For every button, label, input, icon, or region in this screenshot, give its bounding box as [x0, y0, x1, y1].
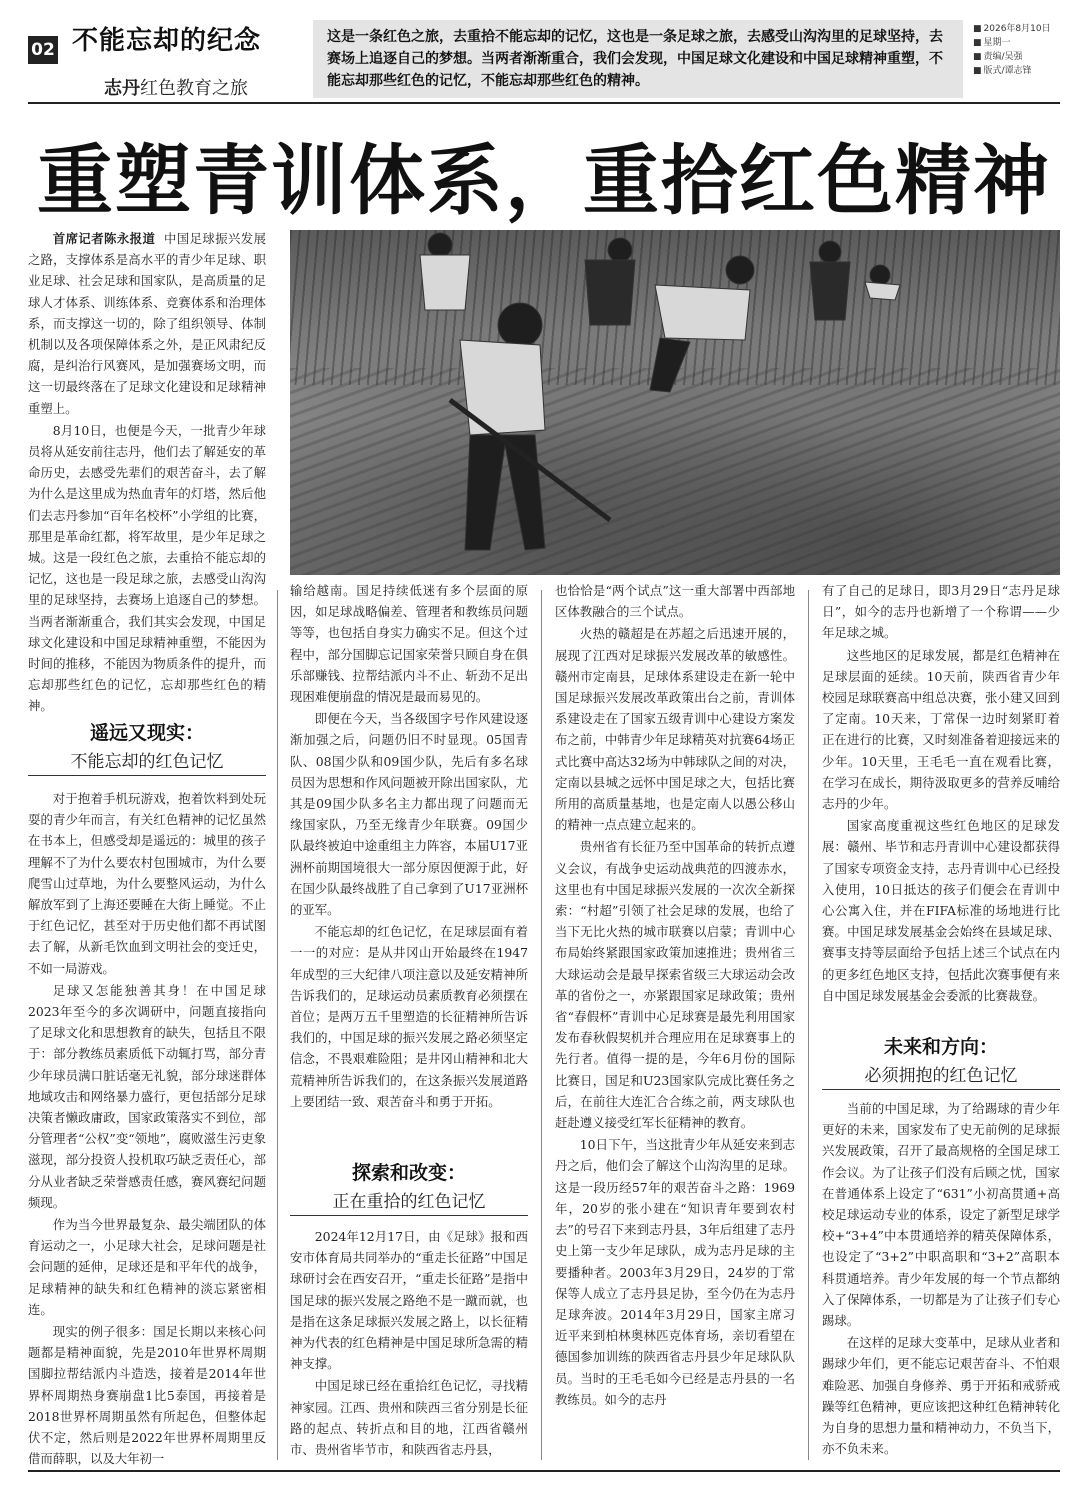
- section-subtitle: 正在重拾的红色记忆: [290, 1187, 528, 1216]
- paragraph: 有了自己的足球日，即3月29日“志丹足球日”，如今的志丹也新增了一个称谓——少年足球之城。: [822, 583, 1060, 641]
- paragraph: 中国足球已经在重拾红色记忆，寻找精神家园。江西、贵州和陕西三省分别是长征路的起点、转折点和目的地，江西省赣州市、贵州省毕节市，和陕西省志丹县，: [290, 1378, 528, 1458]
- section-title: 未来和方向：: [883, 1036, 998, 1058]
- section-heading-3: [822, 1032, 1060, 1090]
- paragraph: 国家高度重视这些红色地区的足球发展：赣州、毕节和志丹青训中心建设都获得了国家专项资金支持，志丹青训中心已经投入使用，10日抵达的孩子们便会在青训中心公寓入住，并在FIFA标准的场地进行比赛。中国足球发展基金会始终在县域足球、赛事支持等层面给予包括上述三个试点在内的更多红色地区支持，包括此次赛事便有来自中国足球发展基金会委派的比赛裁登。: [822, 818, 1060, 1003]
- paragraph: 当前的中国足球，为了给踢球的青少年更好的未来，国家发布了史无前例的足球振兴发展政策，召开了最高规格的全国足球工作会议。为了让孩子们没有后顾之忧，国家在普通体系上设定了“631”小初高贯通+高校足球运动专业的体系，设定了新型足球学校+“3+4”中本贯通培养的精英保障体系，也设定了“3+2”中职高职和“3+2”高职本科贯通培养。青少年发展的每一个节点都纳入了保障体系，一切都是为了让孩子们专心踢球。: [822, 1101, 1060, 1329]
- byline: 首席记者陈永报道: [52, 231, 156, 246]
- paragraph: 现实的例子很多：国足长期以来核心问题都是精神面貌，先是2010年世界杯周期国脚拉帮结派内斗造迭，接着是2014年世界杯周期热身赛崩盘1比5泰国，再接着是2018世界杯周期虽然有所起色，但整体起伏不定，然后则是2022年世界杯周期里反借而薛职，以及大年初一: [28, 1324, 266, 1467]
- page-number: 02: [28, 36, 58, 64]
- intro-box: 这是一条红色之旅，去重拾不能忘却的记忆，这也是一条足球之旅，去感受山沟沟里的足球坚持，去赛场上追逐自己的梦想。当两者渐渐重合，我们会发现，中国足球文化建设和中国足球精神重塑，不能忘却那些红色的记忆，不能忘却那些红色的精神。: [313, 20, 963, 98]
- paragraph: 即便在今天，当各级国字号作风建设逐渐加强之后，问题仍旧不时显现。05国青队、08国少队和09国少队，先后有多名球员因为思想和作风问题被开除出国家队，尤其是09国少队多名主力都出现了问题而无缘国家队，乃至无缘青少年联赛。09国少队最终被迫中途重组主力阵容，本届U17亚洲杯前期国境很大一部分原因便源于此，好在国少队最终战胜了自己拿到了U17亚洲杯的亚军。: [290, 711, 528, 918]
- article-col1-top: [28, 228, 267, 714]
- paragraph: 足球又怎能独善其身！在中国足球2023年至今的多次调研中，问题直接指向了足球文化和思想教育的缺失，包括且不限于：部分教练员素质低下动辄打骂，部分青少年球员满口脏话毫无礼貌，部分球迷群体地域攻击和网络暴力盛行，更包括部分足球决策者懒政庸政，国家政策落实不到位，部分管理者“公权”变“领地”，腐败滋生污吏象滋现，部分投资人投机取巧缺乏责任心，部分从业者缺乏荣誉感责任感，赛风赛纪问题频现。: [28, 982, 266, 1210]
- section-title: 探索和改变：: [351, 1162, 466, 1184]
- paragraph: 贵州省有长征乃至中国革命的转折点遵义会议，有战争史运动战典范的四渡赤水，这里也有中国足球振兴发展的一次次全新探索：“村超”引领了社会足球的发展，也给了当下无比火热的城市联赛以启蒙；青训中心布局始终紧跟国家政策加速推进；贵州省三大球运动会是最早探索省级三大球运动会改革的省份之一，亦紧跟国家足球政策；贵州省“春假杯”青训中心足球赛是最先利用国家发布春秋假契机并合理应用在足球赛事上的先行者。值得一提的是，今年6月份的国际比赛日，国足和U23国家队完成比赛任务之后，在前往大连汇合合练之前，两支球队也赶赴遵义接受红军长征精神的教育。: [555, 839, 795, 1131]
- section-heading-1: [28, 718, 266, 776]
- paragraph: 2024年12月17日，由《足球》报和西安市体育局共同举办的“重走长征路”中国足球研讨会在西安召开，“重走长征路”是指中国足球的振兴发展之路绝不是一蹴而就，也是指在这条足球振兴发展之路上，以长征精神为代表的红色精神是中国足球所急需的精神支撑。: [290, 1229, 528, 1372]
- paragraph: 也恰恰是“两个试点”这一重大部署中西部地区体教融合的三个试点。: [555, 583, 795, 620]
- column-divider: [541, 590, 542, 1460]
- article-col4-bottom: [822, 1098, 1060, 1460]
- paragraph: 对于抱着手机玩游戏，抱着饮料到处玩耍的青少年而言，有关红色精神的记忆虽然在书本上，但感受却是遥远的：城里的孩子理解不了为什么要农村包围城市，为什么要爬雪山过草地，为什么要整风运动，为什么解放军到了上海还要睡在大街上睡觉。不止于红色记忆，甚至对于历史他们都不再试图去了解，从新毛饮血到文明社会的变迁史，不如一局游戏。: [28, 791, 266, 976]
- section-heading-2: [290, 1158, 528, 1216]
- section-subtitle: 必须拥抱的红色记忆: [822, 1061, 1060, 1090]
- column-divider: [808, 590, 809, 1460]
- issue-meta: [973, 22, 1068, 78]
- paragraph: 输给越南。国足持续低迷有多个层面的原因，如足球战略偏差、管理者和教练员问题等等，也包括自身实力确实不足。但这个过程中，部分国脚忘记国家荣誉只顾自身在俱乐部赚钱、拉帮结派内斗不止、斩劲不足出现困难便崩盘的情况是最而易见的。: [290, 583, 528, 705]
- paragraph: 在这样的足球大变革中，足球从业者和踢球少年们，更不能忘记艰苦奋斗、不怕艰难险恶、加强自身修养、勇于开拓和戒骄戒躁等红色精神，更应该把这种红色精神转化为自身的思想力量和精神动力，不负当下，亦不负未来。: [822, 1335, 1060, 1457]
- section-title: 遥远又现实：: [89, 722, 204, 744]
- issue-editor: ■ 责编/吴强: [973, 50, 1068, 64]
- header-rule: [28, 102, 1060, 104]
- page-header: [28, 14, 1060, 102]
- paragraph: 这些地区的足球发展，都是红色精神在足球层面的延续。10天前，陕西省青少年校园足球联赛高中组总决赛，张小建又回到了定南。10天来，丁常保一边时刻紧盯着正在进行的比赛，又时刻准备着迎接远来的少年。10天里，王毛毛一直在观看比赛，在学习在成长，期待汲取更多的营养反哺给志丹的少年。: [822, 647, 1060, 812]
- paragraph: 不能忘却的红色记忆，在足球层面有着一一的对应：是从井冈山开始最终在1947年成型的三大纪律八项注意以及延安精神所告诉我们的，足球运动员素质教育必须摆在首位；是两万五千里塑造的长征精神所告诉我们的，中国足球的振兴发展之路必须坚定信念，不畏艰难险阻；是井冈山精神和北大荒精神所告诉我们的，在这条振兴发展道路上要团结一致、艰苦奋斗和勇于开拓。: [290, 924, 528, 1109]
- headline: 重塑青训体系，重拾红色精神: [37, 136, 1051, 225]
- issue-weekday: ■ 星期一: [973, 36, 1068, 50]
- section-subtitle: 不能忘却的红色记忆: [28, 747, 266, 776]
- article-col4-top: [822, 580, 1060, 1028]
- column-title: 不能忘却的纪念: [72, 26, 262, 56]
- column-subtitle: 志丹红色教育之旅: [104, 78, 248, 99]
- paragraph: 中国足球振兴发展之路，支撑体系是高水平的青少年足球、职业足球、社会足球和国家队，是高质量的足球人才体系、训练体系、竞赛体系和治理体系，而支撑这一切的，除了组织领导、体制机制以及各项保障体系之外，是正风肃纪反腐，是纠治行风赛风，是加强赛场文明，而这一切最终落在了足球文化建设和足球精神重塑上。: [28, 231, 267, 416]
- issue-designer: ■ 版式/谭志锋: [973, 64, 1068, 78]
- article-col2-bottom: [290, 1226, 528, 1460]
- paragraph: 10日下午，当这批青少年从延安来到志丹之后，他们会了解这个山沟沟里的足球。这是一段历经57年的艰苦奋斗之路：1969年，20岁的张小建在“知识青年要到农村去”的号召下来到志丹县，3年后组建了志丹史上第一支少年足球队，成为志丹足球的主要播种者。2003年3月29日，24岁的丁常保等人成立了志丹县足协，至今仍在为志丹足球奔波。2014年3月29日，国家主席习近平来到柏林奥林匹克体育场，亲切看望在德国参加训练的陕西省志丹县少年足球队队员。当时的王毛毛如今已经是志丹县的一名教练员。如今的志丹: [555, 1137, 795, 1407]
- issue-date: ■ 2026年8月10日: [973, 22, 1068, 36]
- article-col1-bottom: [28, 788, 266, 1467]
- article-col3: [555, 580, 795, 1460]
- footer-rule: [28, 1470, 1060, 1472]
- paragraph: 8月10日，也便是今天，一批青少年球员将从延安前往志丹，他们去了解延安的革命历史，去感受先辈们的艰苦奋斗，去了解为什么是这里成为热血青年的灯塔，然后他们去志丹参加“百年名校杯”小学组的比赛，那里是革命红都，将军故里，是少年足球之城。这是一段红色之旅，去重拾不能忘却的记忆，这也是一段足球之旅，去感受山沟沟里的足球坚持，去赛场上追逐自己的梦想。当两者渐渐重合，我们其实会发现，中国足球文化建设和中国足球精神重塑，不能因为时间的推移，不能因为物质条件的提升，而忘却那些红色的记忆，忘却那些红色的精神。: [28, 422, 266, 714]
- paragraph: 作为当今世界最复杂、最尖端团队的体育运动之一，小足球大社会，足球问题是社会问题的延伸，足球还是和平年代的战争，足球精神的缺失和红色精神的淡忘紧密相连。: [28, 1217, 266, 1317]
- news-photo: [290, 230, 1060, 575]
- paragraph: 火热的赣超是在苏超之后迅速开展的，展现了江西对足球振兴发展改革的敏感性。赣州市定南县，足球体系建设走在新一轮中国足球振兴发展改革政策出台之前，青训体系建设走在了国家五级青训中心建设方案发布之前，中韩青少年足球精英对抗赛64场正式比赛中高达32场为中韩球队之间的对决，定南以县城之远怀中国足球之大，包括比赛所用的高质量基地，也是定南人以愚公移山的精神一点点建立起来的。: [555, 626, 795, 833]
- article-col2-top: [290, 580, 528, 1140]
- column-divider: [277, 590, 278, 1460]
